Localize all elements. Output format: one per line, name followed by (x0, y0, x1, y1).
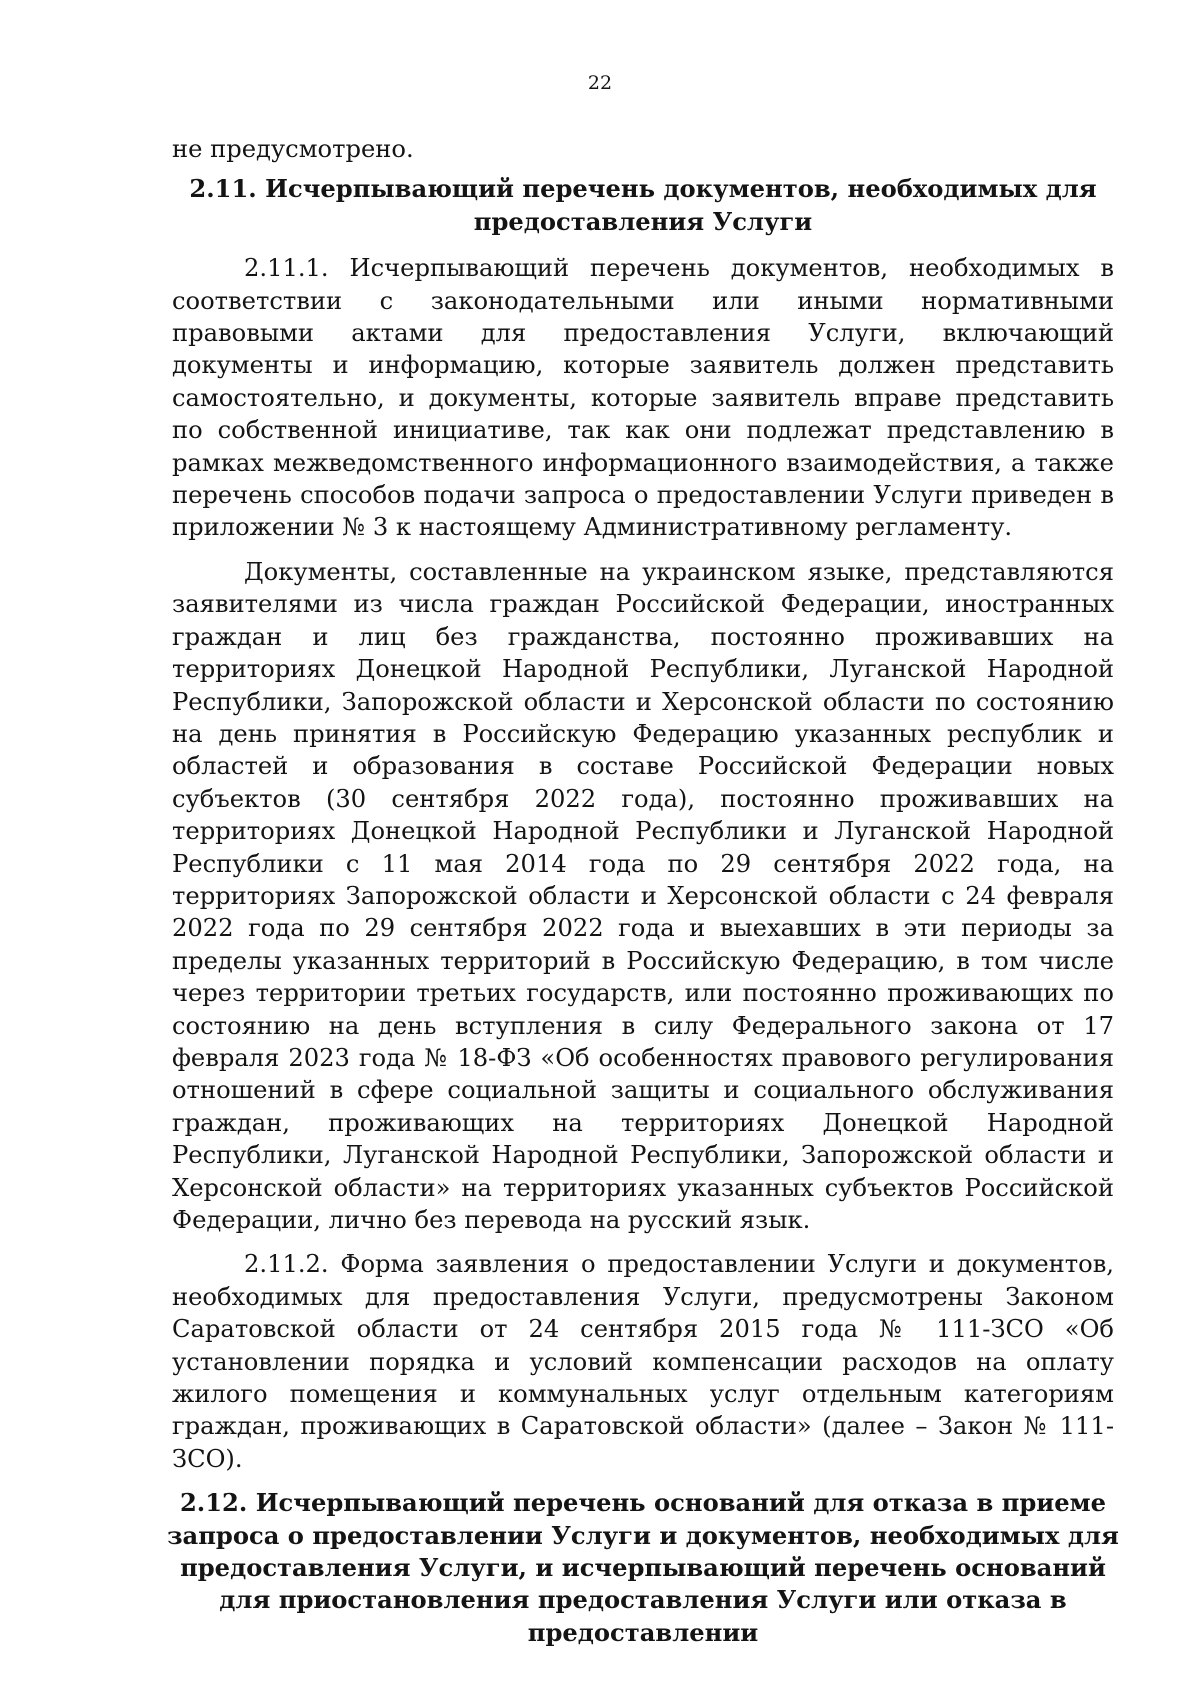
section-heading-2-11: 2.11. Исчерпывающий перечень документов, необходимых для предоставления Услуги (189, 174, 1097, 236)
page-number: 22 (587, 72, 613, 94)
page-content (167, 133, 1119, 1649)
paragraph-2-11-2: 2.11.2. Форма заявления о предоставлении Услуги и документов, необходимых для предоставления Услуги, предусмотрены Законом Саратовской области от 24 сентября 2015 года № 111-ЗСО «Об установлении порядка и условий компенсации расходов на оплату жилого помещения и коммунальных услуг отдельным категориям граждан, проживающих в Саратовской области» (далее – Закон № 111-ЗСО). (172, 1250, 1114, 1473)
paragraph-ukrainian-documents: Документы, составленные на украинском языке, представляются заявителями из числа граждан Российской Федерации, иностранных граждан и лиц без гражданства, постоянно проживавших на территориях Донецкой Народной Республики, Луганской Народной Республики, Запорожской области и Херсонской области по состоянию на день принятия в Российскую Федерацию указанных республик и областей и образования в составе Российской Федерации новых субъектов (30 сентября 2022 года), постоянно проживавших на территориях Донецкой Народной Республики и Луганской Народной Республики с 11 мая 2014 года по 29 сентября 2022 года, на территориях Запорожской области и Херсонской области с 24 февраля 2022 года по 29 сентября 2022 года и выехавших в эти периоды за пределы указанных территорий в Российскую Федерацию, в том числе через территории третьих государств, или постоянно проживающих по состоянию на день вступления в силу Федерального закона от 17 февраля 2023 года № 18-ФЗ «Об особенностях правового регулирования отношений в сфере социальной защиты и социального обслуживания граждан, проживающих на территориях Донецкой Народной Республики, Луганской Народной Республики, Запорожской области и Херсонской области» на территориях указанных субъектов Российской Федерации, лично без перевода на русский язык. (172, 557, 1114, 1234)
paragraph-2-11-1: 2.11.1. Исчерпывающий перечень документов, необходимых в соответствии с законодательными или иными нормативными правовыми актами для предоставления Услуги, включающий документы и информацию, которые заявитель должен представить самостоятельно, и документы, которые заявитель вправе представить по собственной инициативе, так как они подлежат представлению в рамках межведомственного информационного взаимодействия, а также перечень способов подачи запроса о предоставлении Услуги приведен в приложении № 3 к настоящему Административному регламенту. (172, 254, 1114, 542)
continued-text: не предусмотрено. (172, 135, 414, 163)
section-heading-2-12: 2.12. Исчерпывающий перечень оснований для отказа в приеме запроса о предоставлении Услуги и документов, необходимых для предоставления Услуги, и исчерпывающий перечень оснований для приостановления предоставления Услуги или отказа в предоставлении (167, 1488, 1119, 1647)
